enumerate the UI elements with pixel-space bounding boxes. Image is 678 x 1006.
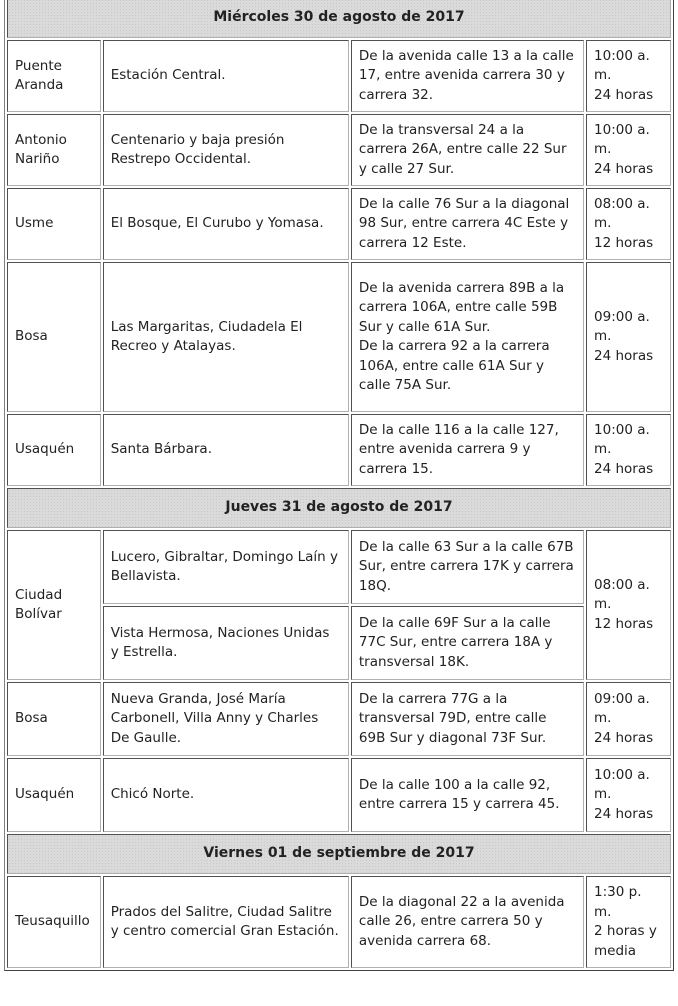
time-cell <box>586 414 671 486</box>
locality-cell: Bosa <box>7 682 101 756</box>
duration: 12 horas <box>594 234 654 251</box>
time-cell <box>586 262 671 412</box>
day-header-row <box>7 0 671 38</box>
start-time: 1:30 p. m. <box>594 884 642 920</box>
location-cell: De la avenida calle 13 a la calle 17, entre avenida carrera 30 y carrera 32. <box>351 40 584 112</box>
neighborhoods-cell: Las Margaritas, Ciudadela El Recreo y Atalayas. <box>103 262 349 412</box>
table-row <box>7 682 671 756</box>
location-cell: De la calle 63 Sur a la calle 67B Sur, entre carrera 17K y carrera 18Q. <box>351 530 584 604</box>
location-segment: De la avenida carrera 89B a la carrera 106A, entre calle 59B Sur y calle 61A Sur. <box>358 279 565 335</box>
duration: 24 horas <box>594 86 654 103</box>
locality-cell: Usaquén <box>7 414 101 486</box>
table-row <box>7 114 671 186</box>
table-row <box>7 40 671 112</box>
start-time: 08:00 a. m. <box>594 195 650 232</box>
locality-cell: Bosa <box>7 262 101 412</box>
duration: 24 horas <box>594 460 654 477</box>
start-time: 08:00 a. m. <box>594 576 650 613</box>
neighborhoods-cell: Santa Bárbara. <box>103 414 349 486</box>
location-cell: De la diagonal 22 a la avenida calle 26, entre carrera 50 y avenida carrera 68. <box>351 876 584 968</box>
time-cell <box>586 40 671 112</box>
table-row <box>7 188 671 260</box>
location-cell: De la calle 116 a la calle 127, entre avenida carrera 9 y carrera 15. <box>351 414 584 486</box>
neighborhoods-cell: El Bosque, El Curubo y Yomasa. <box>103 188 349 260</box>
start-time: 10:00 a. m. <box>594 421 650 458</box>
location-cell: De la transversal 24 a la carrera 26A, entre calle 22 Sur y calle 27 Sur. <box>351 114 584 186</box>
duration: 24 horas <box>594 160 654 177</box>
location-cell <box>351 262 584 412</box>
duration: 24 horas <box>594 347 654 364</box>
table-row <box>7 606 671 680</box>
start-time: 10:00 a. m. <box>594 47 650 84</box>
location-segment: De la carrera 92 a la carrera 106A, entre calle 61A Sur y calle 75A Sur. <box>358 338 550 393</box>
duration: 12 horas <box>594 615 654 632</box>
locality-cell: Puente Aranda <box>7 40 101 112</box>
locality-cell: Ciudad Bolívar <box>7 530 101 680</box>
time-cell <box>586 758 671 832</box>
neighborhoods-cell: Vista Hermosa, Naciones Unidas y Estrella. <box>103 606 349 680</box>
duration: 2 horas y media <box>594 923 657 959</box>
time-cell <box>586 876 671 968</box>
time-cell <box>586 530 671 680</box>
day-header: Miércoles 30 de agosto de 2017 <box>7 0 671 38</box>
water-outage-schedule-table <box>4 0 674 971</box>
time-cell <box>586 188 671 260</box>
start-time: 10:00 a. m. <box>594 766 650 803</box>
day-header: Viernes 01 de septiembre de 2017 <box>7 834 671 874</box>
table-row <box>7 262 671 412</box>
start-time: 09:00 a. m. <box>594 690 650 727</box>
day-header: Jueves 31 de agosto de 2017 <box>7 488 671 528</box>
time-cell <box>586 682 671 756</box>
location-cell: De la calle 100 a la calle 92, entre carrera 15 y carrera 45. <box>351 758 584 832</box>
neighborhoods-cell: Chicó Norte. <box>103 758 349 832</box>
day-header-row <box>7 834 671 874</box>
schedule-container <box>4 0 674 971</box>
duration: 24 horas <box>594 729 654 746</box>
duration: 24 horas <box>594 805 654 822</box>
locality-cell: Teusaquillo <box>7 876 101 968</box>
neighborhoods-cell: Centenario y baja presión Restrepo Occidental. <box>103 114 349 186</box>
table-row <box>7 414 671 486</box>
neighborhoods-cell: Estación Central. <box>103 40 349 112</box>
table-row <box>7 876 671 968</box>
locality-cell: Antonio Nariño <box>7 114 101 186</box>
locality-cell: Usme <box>7 188 101 260</box>
location-cell: De la calle 69F Sur a la calle 77C Sur, entre carrera 18A y transversal 18K. <box>351 606 584 680</box>
start-time: 09:00 a. m. <box>594 308 650 345</box>
location-cell: De la calle 76 Sur a la diagonal 98 Sur, entre carrera 4C Este y carrera 12 Este. <box>351 188 584 260</box>
locality-cell: Usaquén <box>7 758 101 832</box>
table-row <box>7 758 671 832</box>
day-header-row <box>7 488 671 528</box>
time-cell <box>586 114 671 186</box>
table-row <box>7 530 671 604</box>
location-cell: De la carrera 77G a la transversal 79D, entre calle 69B Sur y diagonal 73F Sur. <box>351 682 584 756</box>
neighborhoods-cell: Lucero, Gibraltar, Domingo Laín y Bellavista. <box>103 530 349 604</box>
neighborhoods-cell: Nueva Granda, José María Carbonell, Villa Anny y Charles De Gaulle. <box>103 682 349 756</box>
neighborhoods-cell: Prados del Salitre, Ciudad Salitre y centro comercial Gran Estación. <box>103 876 349 968</box>
start-time: 10:00 a. m. <box>594 121 650 158</box>
